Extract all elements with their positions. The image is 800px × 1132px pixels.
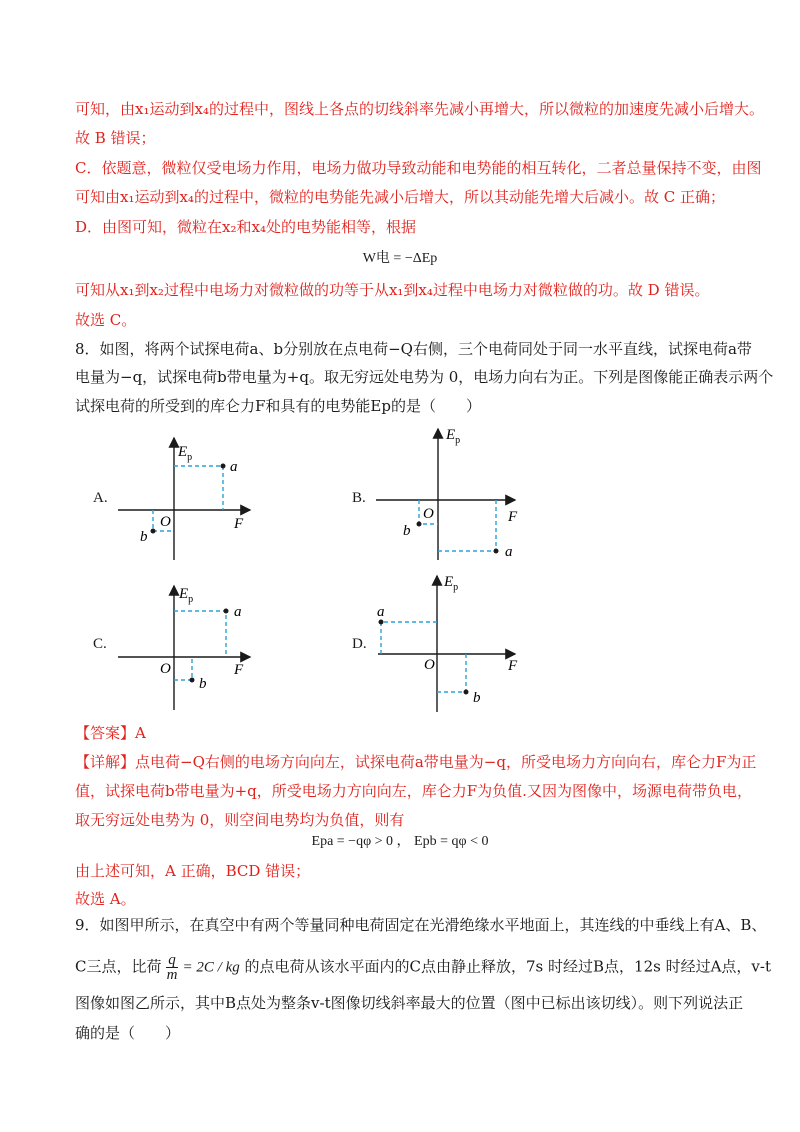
- guide-a: [174, 466, 223, 510]
- detail-line: 由上述可知，A 正确，BCD 错误；: [75, 862, 311, 880]
- text-line: D．由图可知，微粒在x₂和x₄处的电势能相等，根据: [75, 218, 416, 236]
- option-b-label: B.: [352, 490, 366, 506]
- point-b: [417, 522, 422, 527]
- point-a-label: a: [377, 604, 385, 620]
- question-8-line: 8．如图，将两个试探电荷a、b分别放在点电荷−Q右侧，三个电荷同处于同一水平直线，试探电荷a带: [75, 340, 752, 358]
- q9-suffix: 的点电荷从该水平面内的C点由静止释放，7s 时经过B点，12s 时经过A点，v-t: [244, 957, 771, 976]
- graph-c: [110, 580, 260, 715]
- formula-work: W电 = −ΔEp: [362, 251, 438, 266]
- point-b: [464, 690, 469, 695]
- formula-ep: Epa = −qφ > 0 ， Epb = qφ < 0: [311, 834, 489, 849]
- question-8-line: 试探电荷的所受到的库仑力F和具有的电势能Ep的是（ ）: [75, 397, 481, 415]
- axis-label-f: F: [234, 662, 244, 678]
- point-b-label: b: [140, 529, 148, 545]
- ratio-fraction: $\frac{q}{m}$: [166, 952, 178, 983]
- point-b-label: b: [403, 523, 411, 539]
- point-b-label: b: [473, 690, 481, 706]
- detail-line: 故选 A。: [75, 890, 136, 908]
- detail-line: 值，试探电荷b带电量为+q，所受电场力方向向左，库仑力F为负值.又因为图像中，场源电荷带负电，: [75, 782, 752, 800]
- point-a: [224, 609, 229, 614]
- question-9-line: 9．如图甲所示，在真空中有两个等量同种电荷固定在光滑绝缘水平地面上，其连线的中垂线上有A、B、: [75, 916, 767, 934]
- question-8-line: 电量为−q，试探电荷b带电量为+q。取无穷远处电势为 0，电场力向右为正。下列是图像能正确表示两个: [75, 368, 774, 386]
- axis-label-ep: $E_p$: [179, 586, 194, 605]
- origin-label: O: [160, 661, 171, 677]
- axis-label-ep: $E_p$: [444, 574, 459, 593]
- guide-a: [174, 611, 226, 657]
- text-line: 可知由x₁运动到x₄的过程中，微粒的电势能先减小后增大，所以其动能先增大后减小。故 C 正确；: [75, 188, 725, 206]
- question-9-line: 确的是（ ）: [75, 1024, 181, 1042]
- axis-label-f: F: [508, 509, 518, 525]
- q9-prefix: C三点，比荷: [75, 957, 162, 976]
- text-line: 可知从x₁到x₂过程中电场力对微粒做的功等于从x₁到x₄过程中电场力对微粒做的功。故 D 错误。: [75, 281, 710, 299]
- option-a-label: A.: [93, 490, 108, 506]
- axis-label-f: F: [508, 658, 518, 674]
- option-d-label: D.: [352, 636, 367, 652]
- axis-label-f: F: [234, 516, 244, 532]
- guide-a: [381, 622, 437, 654]
- option-c-label: C.: [93, 636, 107, 652]
- graph-a: [110, 430, 260, 565]
- origin-label: O: [424, 657, 435, 673]
- point-b: [190, 678, 195, 683]
- origin-label: O: [423, 506, 434, 522]
- guide-a: [438, 500, 496, 551]
- point-a: [494, 549, 499, 554]
- text-line: 故 B 错误；: [75, 129, 156, 147]
- point-a: [379, 620, 384, 625]
- text-line: C．依题意，微粒仅受电场力作用，电场力做功导致动能和电势能的相互转化，二者总量保持不变，由图: [75, 159, 762, 177]
- ratio-value: = 2C / kg: [182, 959, 240, 976]
- question-9-line: 图像如图乙所示，其中B点处为整条v-t图像切线斜率最大的位置（图中已标出该切线）。则下列说法正: [75, 994, 744, 1012]
- detail-line: 【详解】点电荷−Q右侧的电场方向向左，试探电荷a带电量为−q，所受电场力方向向右，库仑力F为正: [75, 753, 757, 771]
- point-a: [221, 464, 226, 469]
- point-b-label: b: [199, 676, 207, 692]
- point-a-label: a: [234, 604, 242, 620]
- text-line: 可知，由x₁运动到x₄的过程中，图线上各点的切线斜率先减小再增大，所以微粒的加速度先减小后增大。: [75, 100, 764, 118]
- answer-line: 【答案】A: [75, 724, 146, 742]
- graph-d: [370, 572, 530, 717]
- guide-b: [174, 657, 192, 680]
- point-b: [151, 529, 156, 534]
- graph-b: [370, 425, 530, 565]
- axis-label-ep: $E_p$: [446, 427, 461, 446]
- text-line: 故选 C。: [75, 311, 137, 329]
- point-a-label: a: [505, 544, 513, 560]
- axis-label-ep: $E_p$: [178, 444, 193, 463]
- origin-label: O: [160, 514, 171, 530]
- point-a-label: a: [230, 459, 238, 475]
- detail-line: 取无穷远处电势为 0，则空间电势均为负值，则有: [75, 811, 405, 829]
- guide-b: [437, 654, 466, 692]
- question-9-line: [75, 952, 771, 983]
